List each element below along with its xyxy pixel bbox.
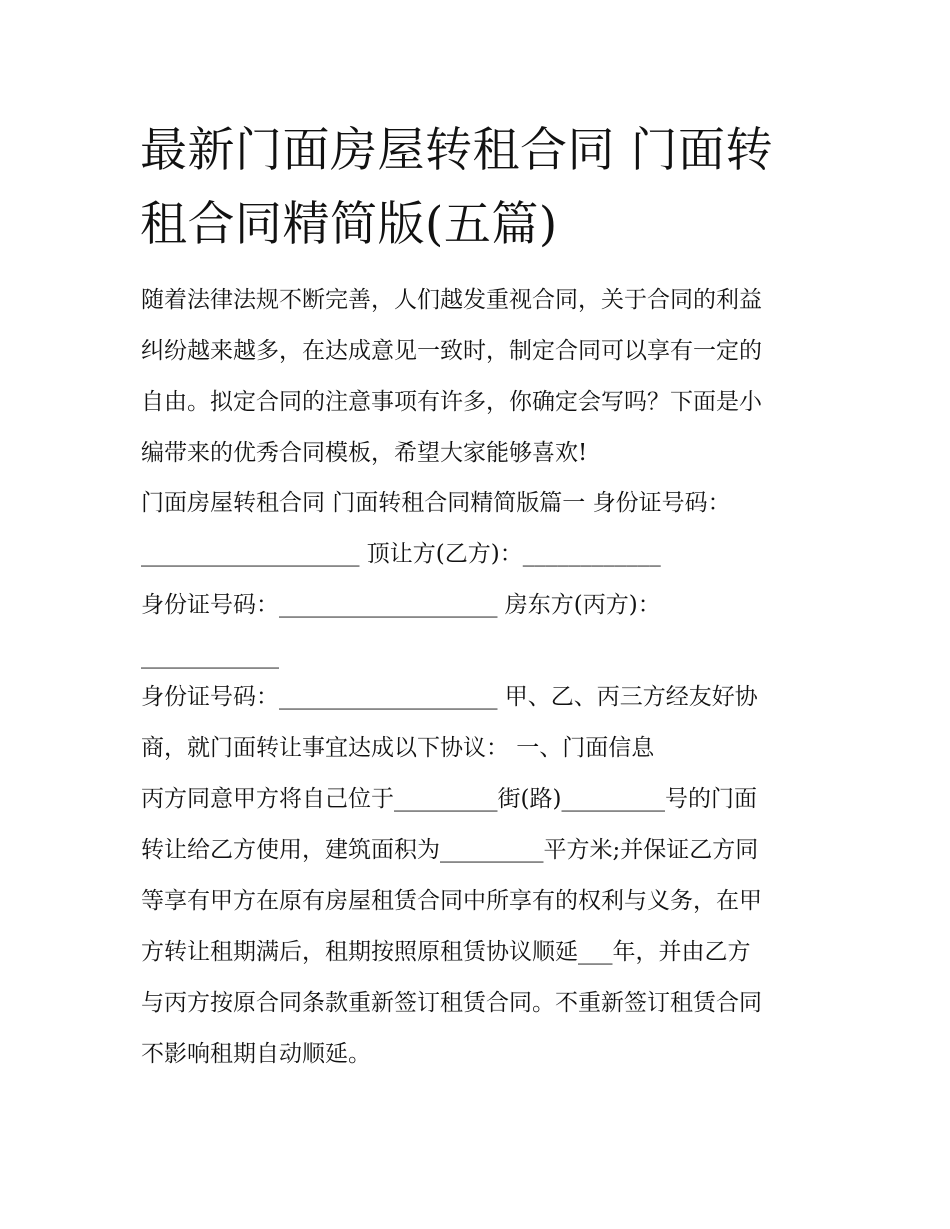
agreement-paragraph — [141, 672, 841, 1080]
intro-line: 随着法律法规不断完善，人们越发重视合同，关于合同的利益 — [141, 287, 762, 313]
intro-line: 自由。拟定合同的注意事项有许多，你确定会写吗？下面是小 — [141, 389, 762, 415]
section-line: 门面房屋转租合同 门面转租合同精简版篇一 身份证号码： — [141, 490, 731, 516]
agreement-line: 方转让租期满后，租期按照原租赁协议顺延___年，并由乙方 — [141, 939, 751, 965]
agreement-line: 转让给乙方使用，建筑面积为_________平方米;并保证乙方同 — [141, 837, 759, 863]
intro-line: 编带来的优秀合同模板，希望大家能够喜欢! — [141, 440, 588, 466]
intro-line: 纠纷越来越多，在达成意见一致时，制定合同可以享有一定的 — [141, 338, 762, 364]
section-line: 身份证号码：___________________ 房东方(丙方)： — [141, 592, 661, 618]
section-line: ___________________ 顶让方(乙方)：____________ — [141, 541, 661, 567]
section-header-paragraph — [141, 478, 841, 682]
agreement-line: 不影响租期自动顺延。 — [141, 1041, 371, 1067]
agreement-line: 与丙方按原合同条款重新签订租赁合同。不重新签订租赁合同 — [141, 990, 762, 1016]
title-line-2: 租合同精简版(五篇) — [140, 197, 558, 252]
title-line-1: 最新门面房屋转租合同 门面转 — [140, 123, 773, 178]
agreement-line: 等享有甲方在原有房屋租赁合同中所享有的权利与义务，在甲 — [141, 888, 762, 914]
agreement-line: 身份证号码：___________________ 甲、乙、丙三方经友好协 — [141, 684, 758, 710]
agreement-line: 丙方同意甲方将自己位于_________街(路)_________号的门面 — [141, 786, 757, 812]
intro-paragraph — [141, 275, 841, 479]
agreement-line: 商，就门面转让事宜达成以下协议： 一、门面信息 — [141, 735, 655, 761]
document-title — [140, 114, 830, 262]
section-line: ____________ — [141, 643, 279, 669]
